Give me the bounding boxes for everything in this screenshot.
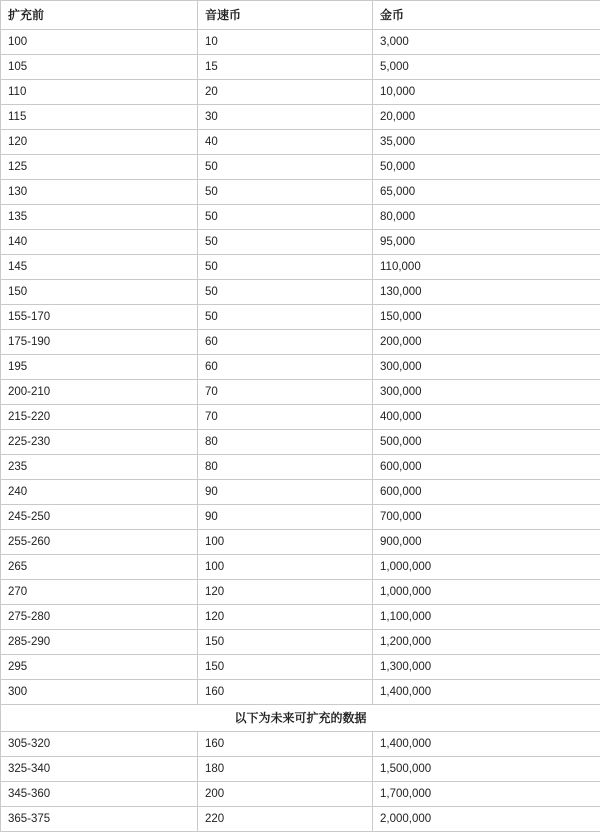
table-row xyxy=(1,807,600,832)
cell-sonic-coin: 70 xyxy=(198,405,373,430)
cell-before-expansion: 225-230 xyxy=(1,430,198,455)
cell-sonic-coin: 15 xyxy=(198,55,373,80)
cell-sonic-coin: 60 xyxy=(198,330,373,355)
cell-sonic-coin: 80 xyxy=(198,430,373,455)
cell-gold-coin: 1,000,000 xyxy=(373,555,600,580)
cell-before-expansion: 200-210 xyxy=(1,380,198,405)
cell-gold-coin: 1,200,000 xyxy=(373,630,600,655)
cell-gold-coin: 110,000 xyxy=(373,255,600,280)
cell-gold-coin: 400,000 xyxy=(373,405,600,430)
cell-sonic-coin: 90 xyxy=(198,480,373,505)
table-row xyxy=(1,105,600,130)
column-header-gold-coin: 金币 xyxy=(373,1,600,30)
table-row xyxy=(1,380,600,405)
table-row xyxy=(1,680,600,705)
table-row xyxy=(1,130,600,155)
cell-sonic-coin: 40 xyxy=(198,130,373,155)
cell-before-expansion: 130 xyxy=(1,180,198,205)
table-row xyxy=(1,355,600,380)
cell-sonic-coin: 150 xyxy=(198,655,373,680)
column-header-before-expansion: 扩充前 xyxy=(1,1,198,30)
cell-sonic-coin: 50 xyxy=(198,155,373,180)
cell-sonic-coin: 50 xyxy=(198,305,373,330)
cell-sonic-coin: 50 xyxy=(198,205,373,230)
cell-gold-coin: 65,000 xyxy=(373,180,600,205)
cell-before-expansion: 155-170 xyxy=(1,305,198,330)
cell-gold-coin: 200,000 xyxy=(373,330,600,355)
cell-sonic-coin: 10 xyxy=(198,30,373,55)
cell-gold-coin: 5,000 xyxy=(373,55,600,80)
cell-sonic-coin: 220 xyxy=(198,807,373,832)
cell-before-expansion: 295 xyxy=(1,655,198,680)
table-row xyxy=(1,405,600,430)
cell-sonic-coin: 100 xyxy=(198,555,373,580)
cell-before-expansion: 120 xyxy=(1,130,198,155)
table-row xyxy=(1,430,600,455)
table-row xyxy=(1,757,600,782)
cell-gold-coin: 3,000 xyxy=(373,30,600,55)
cell-gold-coin: 1,400,000 xyxy=(373,680,600,705)
cell-sonic-coin: 160 xyxy=(198,732,373,757)
cell-before-expansion: 345-360 xyxy=(1,782,198,807)
cell-sonic-coin: 50 xyxy=(198,180,373,205)
table-row xyxy=(1,255,600,280)
table-row xyxy=(1,180,600,205)
cell-sonic-coin: 120 xyxy=(198,605,373,630)
table-row xyxy=(1,782,600,807)
table-row xyxy=(1,455,600,480)
cell-gold-coin: 1,400,000 xyxy=(373,732,600,757)
table-row xyxy=(1,330,600,355)
cell-sonic-coin: 100 xyxy=(198,530,373,555)
cell-before-expansion: 255-260 xyxy=(1,530,198,555)
cell-gold-coin: 95,000 xyxy=(373,230,600,255)
cell-sonic-coin: 50 xyxy=(198,255,373,280)
table-row xyxy=(1,55,600,80)
cell-before-expansion: 240 xyxy=(1,480,198,505)
column-header-sonic-coin: 音速币 xyxy=(198,1,373,30)
cell-gold-coin: 1,700,000 xyxy=(373,782,600,807)
table-row xyxy=(1,530,600,555)
cell-gold-coin: 900,000 xyxy=(373,530,600,555)
cell-gold-coin: 1,300,000 xyxy=(373,655,600,680)
cell-gold-coin: 130,000 xyxy=(373,280,600,305)
table-header xyxy=(1,1,600,30)
cell-before-expansion: 285-290 xyxy=(1,630,198,655)
table-body xyxy=(1,30,600,832)
cell-sonic-coin: 120 xyxy=(198,580,373,605)
cell-sonic-coin: 60 xyxy=(198,355,373,380)
cell-before-expansion: 135 xyxy=(1,205,198,230)
cell-sonic-coin: 180 xyxy=(198,757,373,782)
cell-gold-coin: 600,000 xyxy=(373,455,600,480)
cell-before-expansion: 140 xyxy=(1,230,198,255)
cell-before-expansion: 265 xyxy=(1,555,198,580)
cell-sonic-coin: 150 xyxy=(198,630,373,655)
cell-gold-coin: 300,000 xyxy=(373,380,600,405)
table-row xyxy=(1,205,600,230)
cell-before-expansion: 365-375 xyxy=(1,807,198,832)
cell-gold-coin: 1,000,000 xyxy=(373,580,600,605)
table-row xyxy=(1,155,600,180)
cell-sonic-coin: 160 xyxy=(198,680,373,705)
cell-before-expansion: 275-280 xyxy=(1,605,198,630)
cell-sonic-coin: 50 xyxy=(198,230,373,255)
cell-before-expansion: 235 xyxy=(1,455,198,480)
cell-before-expansion: 105 xyxy=(1,55,198,80)
cell-gold-coin: 150,000 xyxy=(373,305,600,330)
cell-before-expansion: 100 xyxy=(1,30,198,55)
cell-before-expansion: 270 xyxy=(1,580,198,605)
cell-before-expansion: 300 xyxy=(1,680,198,705)
cell-gold-coin: 300,000 xyxy=(373,355,600,380)
cell-gold-coin: 600,000 xyxy=(373,480,600,505)
cell-gold-coin: 1,500,000 xyxy=(373,757,600,782)
cell-before-expansion: 115 xyxy=(1,105,198,130)
cell-before-expansion: 110 xyxy=(1,80,198,105)
cell-before-expansion: 195 xyxy=(1,355,198,380)
cell-gold-coin: 80,000 xyxy=(373,205,600,230)
cell-before-expansion: 325-340 xyxy=(1,757,198,782)
table-row xyxy=(1,630,600,655)
table-row xyxy=(1,655,600,680)
cell-gold-coin: 50,000 xyxy=(373,155,600,180)
table-row xyxy=(1,230,600,255)
table-row xyxy=(1,605,600,630)
section-divider-row xyxy=(1,705,600,732)
cell-gold-coin: 35,000 xyxy=(373,130,600,155)
section-divider-label: 以下为未来可扩充的数据 xyxy=(1,705,600,732)
table-row xyxy=(1,480,600,505)
table-row xyxy=(1,732,600,757)
cell-before-expansion: 305-320 xyxy=(1,732,198,757)
cell-sonic-coin: 90 xyxy=(198,505,373,530)
table-row xyxy=(1,80,600,105)
cell-before-expansion: 145 xyxy=(1,255,198,280)
table-row xyxy=(1,505,600,530)
cell-gold-coin: 500,000 xyxy=(373,430,600,455)
cell-gold-coin: 700,000 xyxy=(373,505,600,530)
table-row xyxy=(1,555,600,580)
table-row xyxy=(1,305,600,330)
cell-sonic-coin: 70 xyxy=(198,380,373,405)
cell-before-expansion: 125 xyxy=(1,155,198,180)
cell-gold-coin: 20,000 xyxy=(373,105,600,130)
cell-sonic-coin: 20 xyxy=(198,80,373,105)
table-row xyxy=(1,580,600,605)
cell-sonic-coin: 30 xyxy=(198,105,373,130)
cell-before-expansion: 150 xyxy=(1,280,198,305)
table-row xyxy=(1,30,600,55)
cell-gold-coin: 10,000 xyxy=(373,80,600,105)
cell-sonic-coin: 80 xyxy=(198,455,373,480)
cell-gold-coin: 1,100,000 xyxy=(373,605,600,630)
cell-before-expansion: 175-190 xyxy=(1,330,198,355)
cell-sonic-coin: 50 xyxy=(198,280,373,305)
cell-before-expansion: 215-220 xyxy=(1,405,198,430)
table-row xyxy=(1,280,600,305)
cell-gold-coin: 2,000,000 xyxy=(373,807,600,832)
table-header-row xyxy=(1,1,600,30)
cell-sonic-coin: 200 xyxy=(198,782,373,807)
cell-before-expansion: 245-250 xyxy=(1,505,198,530)
